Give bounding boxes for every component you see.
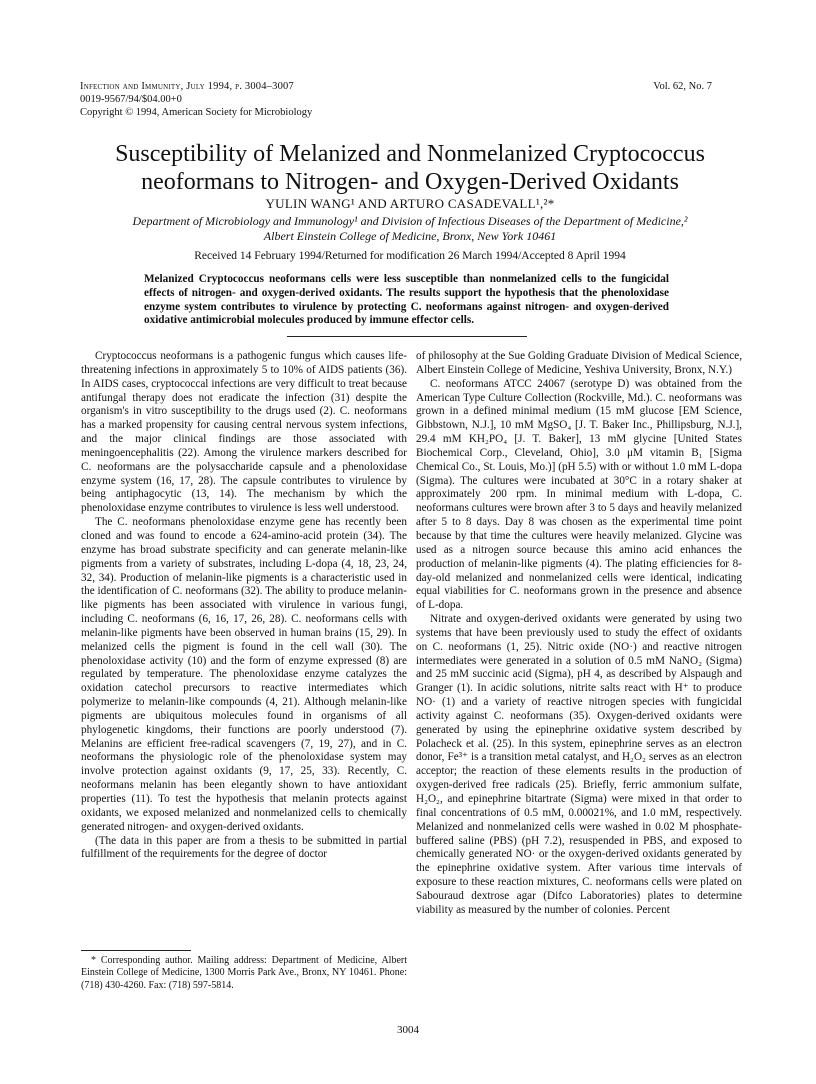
- left-column: [81, 350, 407, 862]
- body-paragraph: Nitrate and oxygen-derived oxidants were generated by using two systems that have been previously used to study the effect of oxidants on C. neoformans (1, 25). Nitric oxide (NO·) and reactive nitrogen intermediates were generated in a solution of 0.5 mM NaNO₂ (Sigma) and 25 mM succinic acid (Sigma), pH 4, as described by Alspaugh and Granger (1). In acidic solutions, nitrite salts react with H⁺ to produce NO· (1) and a variety of reactive nitrogen species with fungicidal activity against C. neoformans (35). Oxygen-derived oxidants were generated by using the epinephrine oxidative system described by Polacheck et al. (25). In this system, epinephrine serves as an electron donor, Fe³⁺ is a transition metal catalyst, and H₂O₂ serves as an electron acceptor; the reaction of these elements results in the production of oxygen-derived free radicals (25). Briefly, ferric ammonium sulfate, H₂O₂, and epinephrine bitartrate (Sigma) were mixed in that order to final concentrations of 0.5 mM, 0.00021%, and 1.0 mM, respectively. Melanized and nonmelanized cells were washed in 0.02 M phosphate-buffered saline (PBS) (pH 7.2), resuspended in PBS, and exposed to chemically generated NO· or the oxygen-derived oxidants generated by the epinephrine oxidative system. After various time intervals of exposure to these reaction mixtures, C. neoformans cells were plated on Sabouraud dextrose agar (Difco Laboratories) plates to determine viability as measured by the number of colonies. Percent: [416, 613, 742, 916]
- author-list: YULIN WANG¹ AND ARTURO CASADEVALL¹,²*: [265, 196, 555, 211]
- affiliation-line-1: Department of Microbiology and Immunology¹ and Division of Infectious Diseases of the Department of Medicine,²: [132, 214, 688, 228]
- abstract-divider: [287, 336, 527, 337]
- corresponding-author-footnote: * Corresponding author. Mailing address: Department of Medicine, Albert Einstein College of Medicine, 1300 Morris Park Ave., Bronx, NY 10461. Phone: (718) 430-4260. Fax: (718) 597-5814.: [81, 955, 407, 991]
- footnote-divider: [81, 950, 191, 951]
- journal-citation: Infection and Immunity, July 1994, p. 3004–3007: [80, 81, 294, 92]
- body-paragraph: C. neoformans ATCC 24067 (serotype D) was obtained from the American Type Culture Collection (Rockville, Md.). C. neoformans was grown in a defined minimal medium (15 mM glucose [EM Science, Gibbstown, N.J.], 10 mM MgSO₄ [J. T. Baker Inc., Phillipsburg, N.J.], 29.4 mM KH₂PO₄ [J. T. Baker], 13 mM glycine [United States Biochemical Corp., Cleveland, Ohio], 3.0 μM vitamin B₁ [Sigma Chemical Co., St. Louis, Mo.)] (pH 5.5) with or without 1.0 mM L-dopa (Sigma). The cultures were incubated at 30°C in a rotary shaker at approximately 200 rpm. In minimal medium with L-dopa, C. neoformans cultures were brown after 3 to 5 days and heavily melanized after 5 to 8 days. Day 8 was chosen as the experimental time point because by that time the cultures were heavily melanized. Glycine was used as a nitrogen source because this amino acid enhances the production of melanin-like pigments (4). The plating efficiencies for 8-day-old melanized and nonmelanized cells were identical, indicating equal viabilities for C. neoformans grown in the presence and absence of L-dopa.: [416, 377, 742, 612]
- copyright-line: Copyright © 1994, American Society for Microbiology: [80, 107, 313, 118]
- title-line-1: Susceptibility of Melanized and Nonmelanized Cryptococcus: [115, 141, 705, 167]
- affiliation-line-2: Albert Einstein College of Medicine, Bronx, New York 10461: [263, 229, 557, 243]
- journal-header: [80, 80, 312, 119]
- body-paragraph-continued: of philosophy at the Sue Golding Graduate Division of Medical Science, Albert Einstein College of Medicine, Yeshiva University, Bronx, N.Y.): [416, 350, 742, 376]
- body-paragraph: Cryptococcus neoformans is a pathogenic fungus which causes life-threatening infections in approximately 5 to 10% of AIDS patients (36). In AIDS cases, cryptococcal infections are very difficult to treat because antifungal therapy does not eradicate the infection (31) despite the organism's in vitro susceptibility to the drugs used (2). C. neoformans has a marked propensity for causing central nervous system infections, and the major clinical findings are those associated with meningoencephalitis (22). Among the virulence markers described for C. neoformans are the polysaccharide capsule and a phenoloxidase enzyme system (16, 17, 28). The capsule contributes to virulence by being antiphagocytic (13, 14). The mechanism by which the phenoloxidase enzyme contributes to virulence is less well understood.: [81, 350, 407, 515]
- received-dates: Received 14 February 1994/Returned for modification 26 March 1994/Accepted 8 April 1994: [194, 250, 626, 262]
- volume-label: Vol. 62, No. 7: [653, 81, 712, 92]
- right-column: [416, 350, 742, 918]
- article-title: [80, 140, 740, 196]
- body-paragraph: The C. neoformans phenoloxidase enzyme gene has recently been cloned and was found to encode a 624-amino-acid protein (34). The enzyme has broad substrate specificity and can generate melanin-like pigments from a variety of substrates, including L-dopa (4, 18, 23, 24, 32, 34). Production of melanin-like pigments is a characteristic used in the identification of C. neoformans (32). The ability to produce melanin-like pigments has been associated with virulence in various fungi, including C. neoformans (6, 16, 17, 26, 28). C. neoformans cells with melanin-like pigments have been observed in human brains (15, 29). In melanized cells the pigment is found in the cell wall (30). The phenoloxidase activity (10) and the form of enzyme expressed (8) are regulated by temperature. The phenoloxidase enzyme catalyzes the oxidation catechol precursors to reactive intermediates which polymerize to melanin-like compounds (4, 21). Although melanin-like pigments are ubiquitous molecules found in organisms of all phylogenetic kingdoms, their functions are poorly understood (7). Melanins are efficient free-radical scavengers (7, 19, 27), and in C. neoformans the physiologic role of the phenoloxidase system may involve protection against oxidants (9, 17, 25, 33). Recently, C. neoformans melanin has been elegantly shown to have antioxidant properties (11). To test the hypothesis that melanin protects against oxidants, we exposed melanized and nonmelanized cells to chemically generated nitrogen- and oxygen-derived oxidants.: [81, 516, 407, 833]
- abstract: Melanized Cryptococcus neoformans cells were less susceptible than nonmelanized cells to the fungicidal effects of nitrogen- and oxygen-derived oxidants. The results support the hypothesis that the phenoloxidase enzyme system contributes to virulence by protecting C. neoformans against nitrogen- and oxygen-derived oxidative antimicrobial molecules produced by immune effector cells.: [144, 273, 669, 327]
- issn-line: 0019-9567/94/$04.00+0: [80, 94, 182, 105]
- body-paragraph: (The data in this paper are from a thesis to be submitted in partial fulfillment of the requirements for the degree of doctor: [81, 834, 407, 861]
- title-line-2: neoformans to Nitrogen- and Oxygen-Derived Oxidants: [141, 169, 679, 195]
- page-number: 3004: [397, 1024, 419, 1036]
- affiliation: [80, 214, 740, 244]
